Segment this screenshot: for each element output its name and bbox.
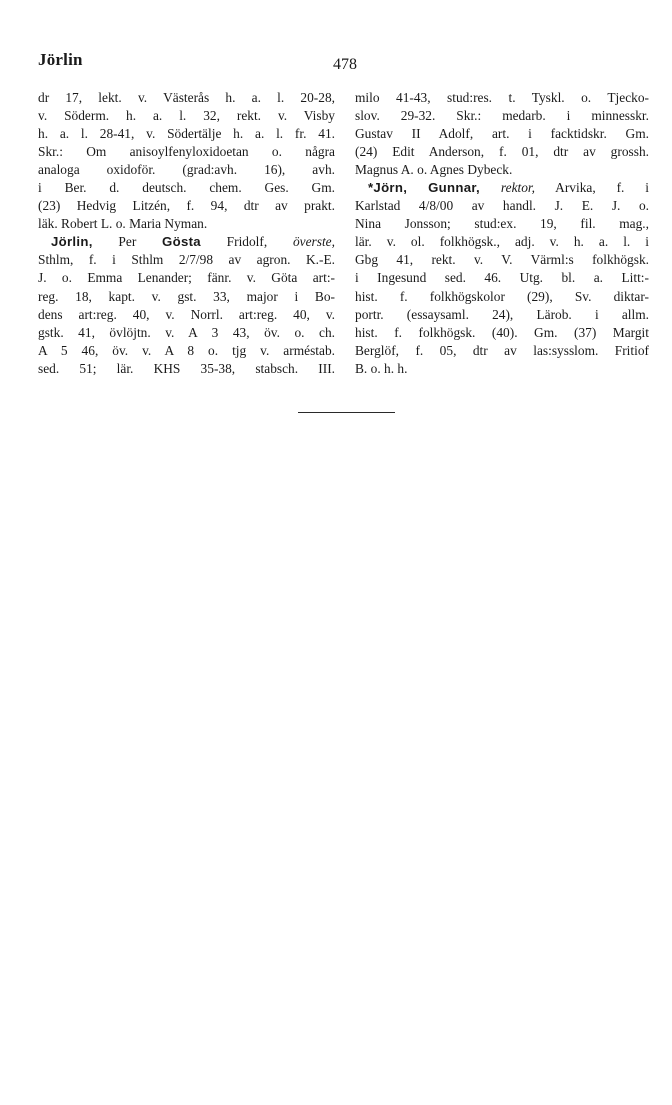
text-line: Gustav II Adolf, art. i facktidskr. Gm. xyxy=(355,126,649,142)
entry-heading-jorlin-gosta xyxy=(38,233,335,251)
text-line: Magnus A. o. Agnes Dybeck. xyxy=(355,162,513,178)
text-line: hist. f. folkhögskolor (29), Sv. diktar- xyxy=(355,288,649,304)
text-line: Karlstad 4/8/00 av handl. J. E. J. o. xyxy=(355,198,649,214)
entry-heading-jorn-gunnar xyxy=(355,179,649,197)
entry-surname: Jörlin, xyxy=(51,234,93,250)
text-line: (24) Edit Anderson, f. 01, dtr av grossh. xyxy=(355,144,649,160)
text-line: sed. 51; lär. KHS 35-38, stabsch. III. xyxy=(38,360,335,376)
entry-heading-tail: Arvika, f. i xyxy=(555,180,649,196)
section-divider xyxy=(298,412,395,413)
text-line: milo 41-43, stud:res. t. Tyskl. o. Tjecko- xyxy=(355,90,649,105)
running-head: Jörlin xyxy=(38,50,83,69)
text-line: i Ingesund sed. 46. Utg. bl. a. Litt:- xyxy=(355,270,649,286)
entry-title: rektor, xyxy=(500,180,535,196)
text-line: hist. f. folkhögsk. (40). Gm. (37) Margit xyxy=(355,324,649,340)
entry-title: överste, xyxy=(292,234,335,250)
text-line: dr 17, lekt. v. Västerås h. a. l. 20-28, xyxy=(38,90,335,105)
text-line: gstk. 41, övlöjtn. v. A 3 43, öv. o. ch. xyxy=(38,324,335,340)
text-line: reg. 18, kapt. v. gst. 33, major i Bo- xyxy=(38,288,335,304)
text-line: Berglöf, f. 05, dtr av las:sysslom. Fritiof xyxy=(355,342,649,358)
entry-given-name: Fridolf, xyxy=(226,234,268,250)
text-line: slov. 29-32. Skr.: medarb. i minnesskr. xyxy=(355,108,649,124)
text-line: lär. v. ol. folkhögsk., adj. v. h. a. l. i xyxy=(355,234,649,250)
text-line: i Ber. d. deutsch. chem. Ges. Gm. xyxy=(38,180,335,196)
text-line: portr. (essaysaml. 24), Lärob. i allm. xyxy=(355,306,649,322)
text-line: Gbg 41, rekt. v. V. Värml:s folkhögsk. xyxy=(355,252,649,268)
entry-surname: *Jörn, xyxy=(368,180,408,196)
text-line: v. Söderm. h. a. l. 32, rekt. v. Visby xyxy=(38,108,335,124)
text-line: analoga oxidoför. (grad:avh. 16), avh. xyxy=(38,162,335,178)
text-line: läk. Robert L. o. Maria Nyman. xyxy=(38,216,208,232)
text-line: h. a. l. 28-41, v. Södertälje h. a. l. fr. 41. xyxy=(38,126,335,142)
text-line: Nina Jonsson; stud:ex. 19, fil. mag., xyxy=(355,216,649,232)
text-line: J. o. Emma Lenander; fänr. v. Göta art:- xyxy=(38,270,335,286)
text-line: Sthlm, f. i Sthlm 2/7/98 av agron. K.-E. xyxy=(38,252,335,268)
page-number: 478 xyxy=(333,56,357,73)
entry-given-name-bold: Gösta xyxy=(162,234,201,250)
text-line: B. o. h. h. xyxy=(355,360,408,376)
entry-given-name-bold: Gunnar, xyxy=(428,180,481,196)
text-line: (23) Hedvig Litzén, f. 94, dtr av prakt. xyxy=(38,198,335,214)
left-column xyxy=(38,89,335,378)
text-line: A 5 46, öv. v. A 8 o. tjg v. arméstab. xyxy=(38,342,335,358)
right-column xyxy=(355,89,649,378)
text-line: dens art:reg. 40, v. Norrl. art:reg. 40, v. xyxy=(38,306,335,322)
entry-given-name: Per xyxy=(118,234,137,250)
text-line: Skr.: Om anisoylfenyloxidoetan o. några xyxy=(38,144,335,160)
